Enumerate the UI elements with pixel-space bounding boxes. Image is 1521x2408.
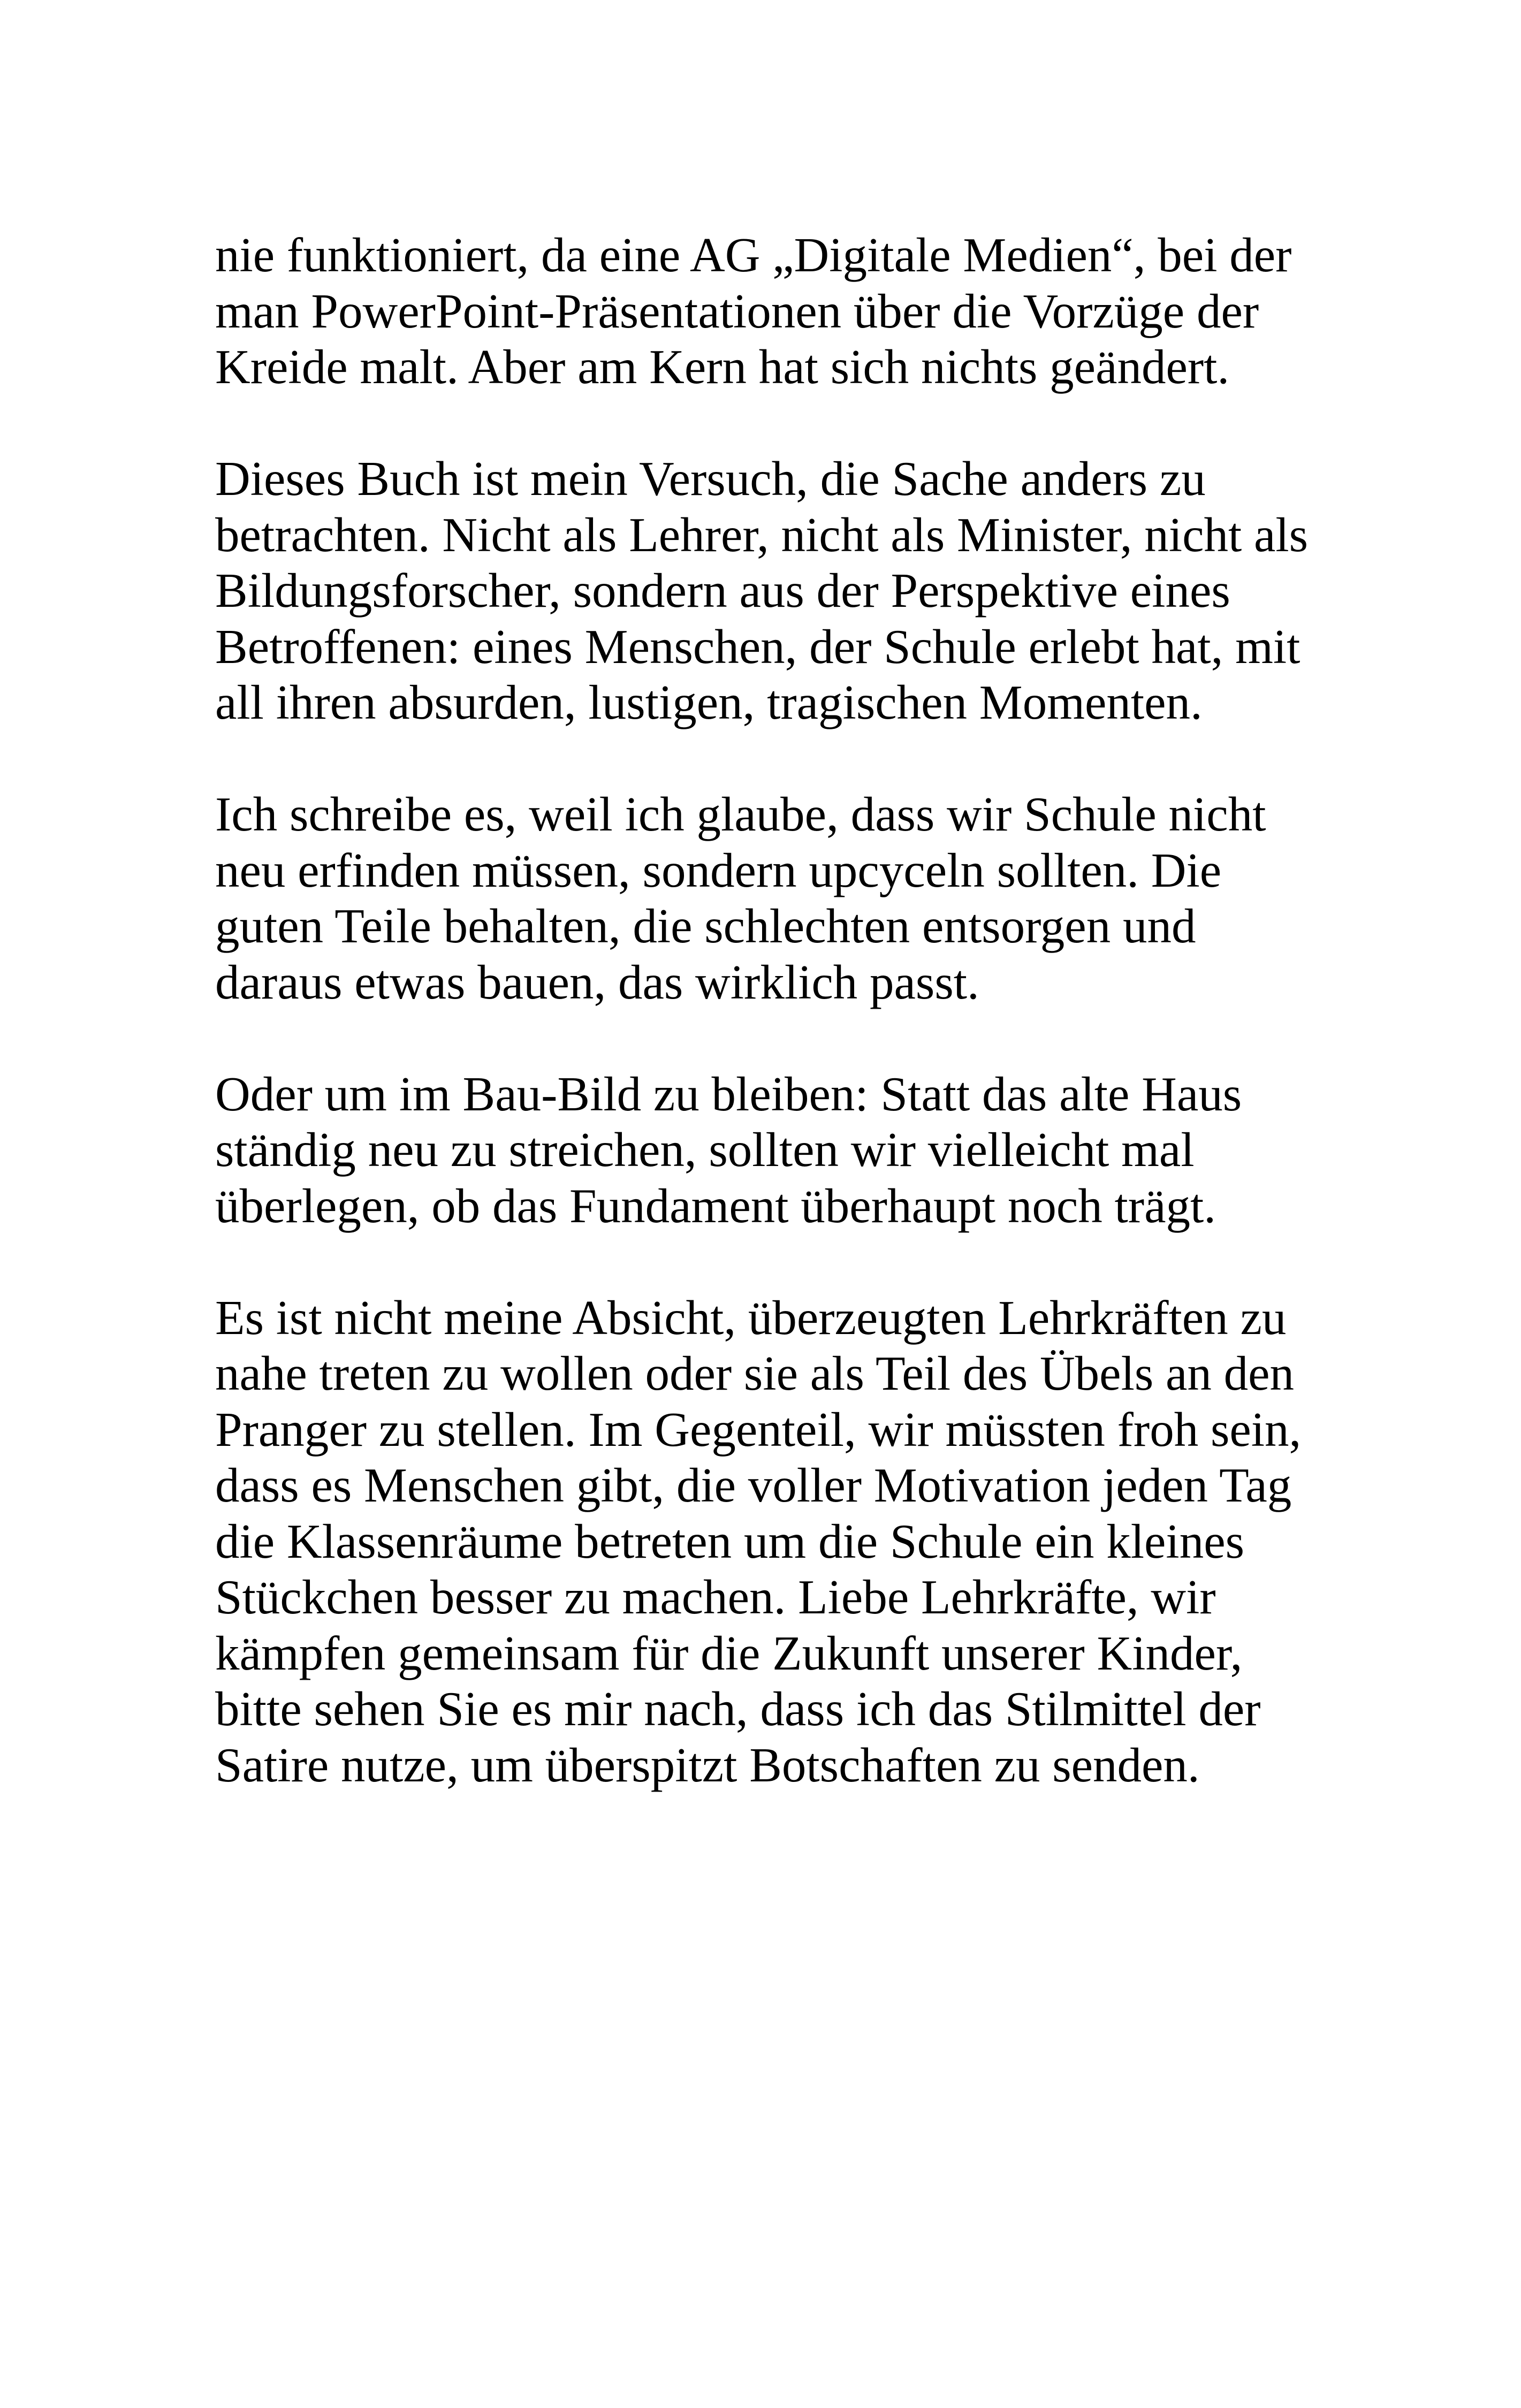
text-line: all ihren absurden, lustigen, tragischen Momenten. xyxy=(215,675,1203,729)
text-line: Dieses Buch ist mein Versuch, die Sache anders zu xyxy=(215,452,1206,506)
text-line: überlegen, ob das Fundament überhaupt noch trägt. xyxy=(215,1178,1216,1233)
text-line: dass es Menschen gibt, die voller Motivation jeden Tag xyxy=(215,1458,1292,1512)
text-line: Oder um im Bau-Bild zu bleiben: Statt das alte Haus xyxy=(215,1066,1242,1121)
text-line: kämpfen gemeinsam für die Zukunft unserer Kinder, xyxy=(215,1626,1243,1680)
text-line: Betroffenen: eines Menschen, der Schule erlebt hat, mit xyxy=(215,619,1301,674)
text-line: neu erfinden müssen, sondern upcyceln sollten. Die xyxy=(215,843,1222,897)
text-line: daraus etwas bauen, das wirklich passt. xyxy=(215,955,979,1009)
text-line: ständig neu zu streichen, sollten wir vielleicht mal xyxy=(215,1123,1195,1177)
text-line: Kreide malt. Aber am Kern hat sich nichts geändert. xyxy=(215,340,1230,394)
text-line: nie funktioniert, da eine AG „Digitale Medien“, bei der xyxy=(215,228,1292,282)
text-line: Bildungsforscher, sondern aus der Perspektive eines xyxy=(215,563,1230,618)
text-line: betrachten. Nicht als Lehrer, nicht als Minister, nicht als xyxy=(215,507,1309,562)
text-line: man PowerPoint-Präsentationen über die Vorzüge der xyxy=(215,284,1259,338)
text-line: die Klassenräume betreten um die Schule ein kleines xyxy=(215,1514,1244,1568)
text-line: nahe treten zu wollen oder sie als Teil des Übels an den xyxy=(215,1346,1295,1400)
paragraph-4 xyxy=(215,1066,1339,1235)
body-text xyxy=(215,227,1339,1849)
text-line: Ich schreibe es, weil ich glaube, dass wir Schule nicht xyxy=(215,787,1266,841)
text-line: bitte sehen Sie es mir nach, dass ich das Stilmittel der xyxy=(215,1682,1261,1736)
paragraph-5 xyxy=(215,1290,1339,1794)
paragraph-2 xyxy=(215,451,1339,731)
paragraph-3 xyxy=(215,787,1339,1010)
text-line: Satire nutze, um überspitzt Botschaften zu senden. xyxy=(215,1738,1200,1792)
paragraph-1 xyxy=(215,227,1339,395)
text-line: Pranger zu stellen. Im Gegenteil, wir müssten froh sein, xyxy=(215,1402,1302,1457)
text-line: Es ist nicht meine Absicht, überzeugten Lehrkräften zu xyxy=(215,1290,1287,1345)
text-line: guten Teile behalten, die schlechten entsorgen und xyxy=(215,899,1196,953)
text-line: Stückchen besser zu machen. Liebe Lehrkräfte, wir xyxy=(215,1570,1216,1624)
